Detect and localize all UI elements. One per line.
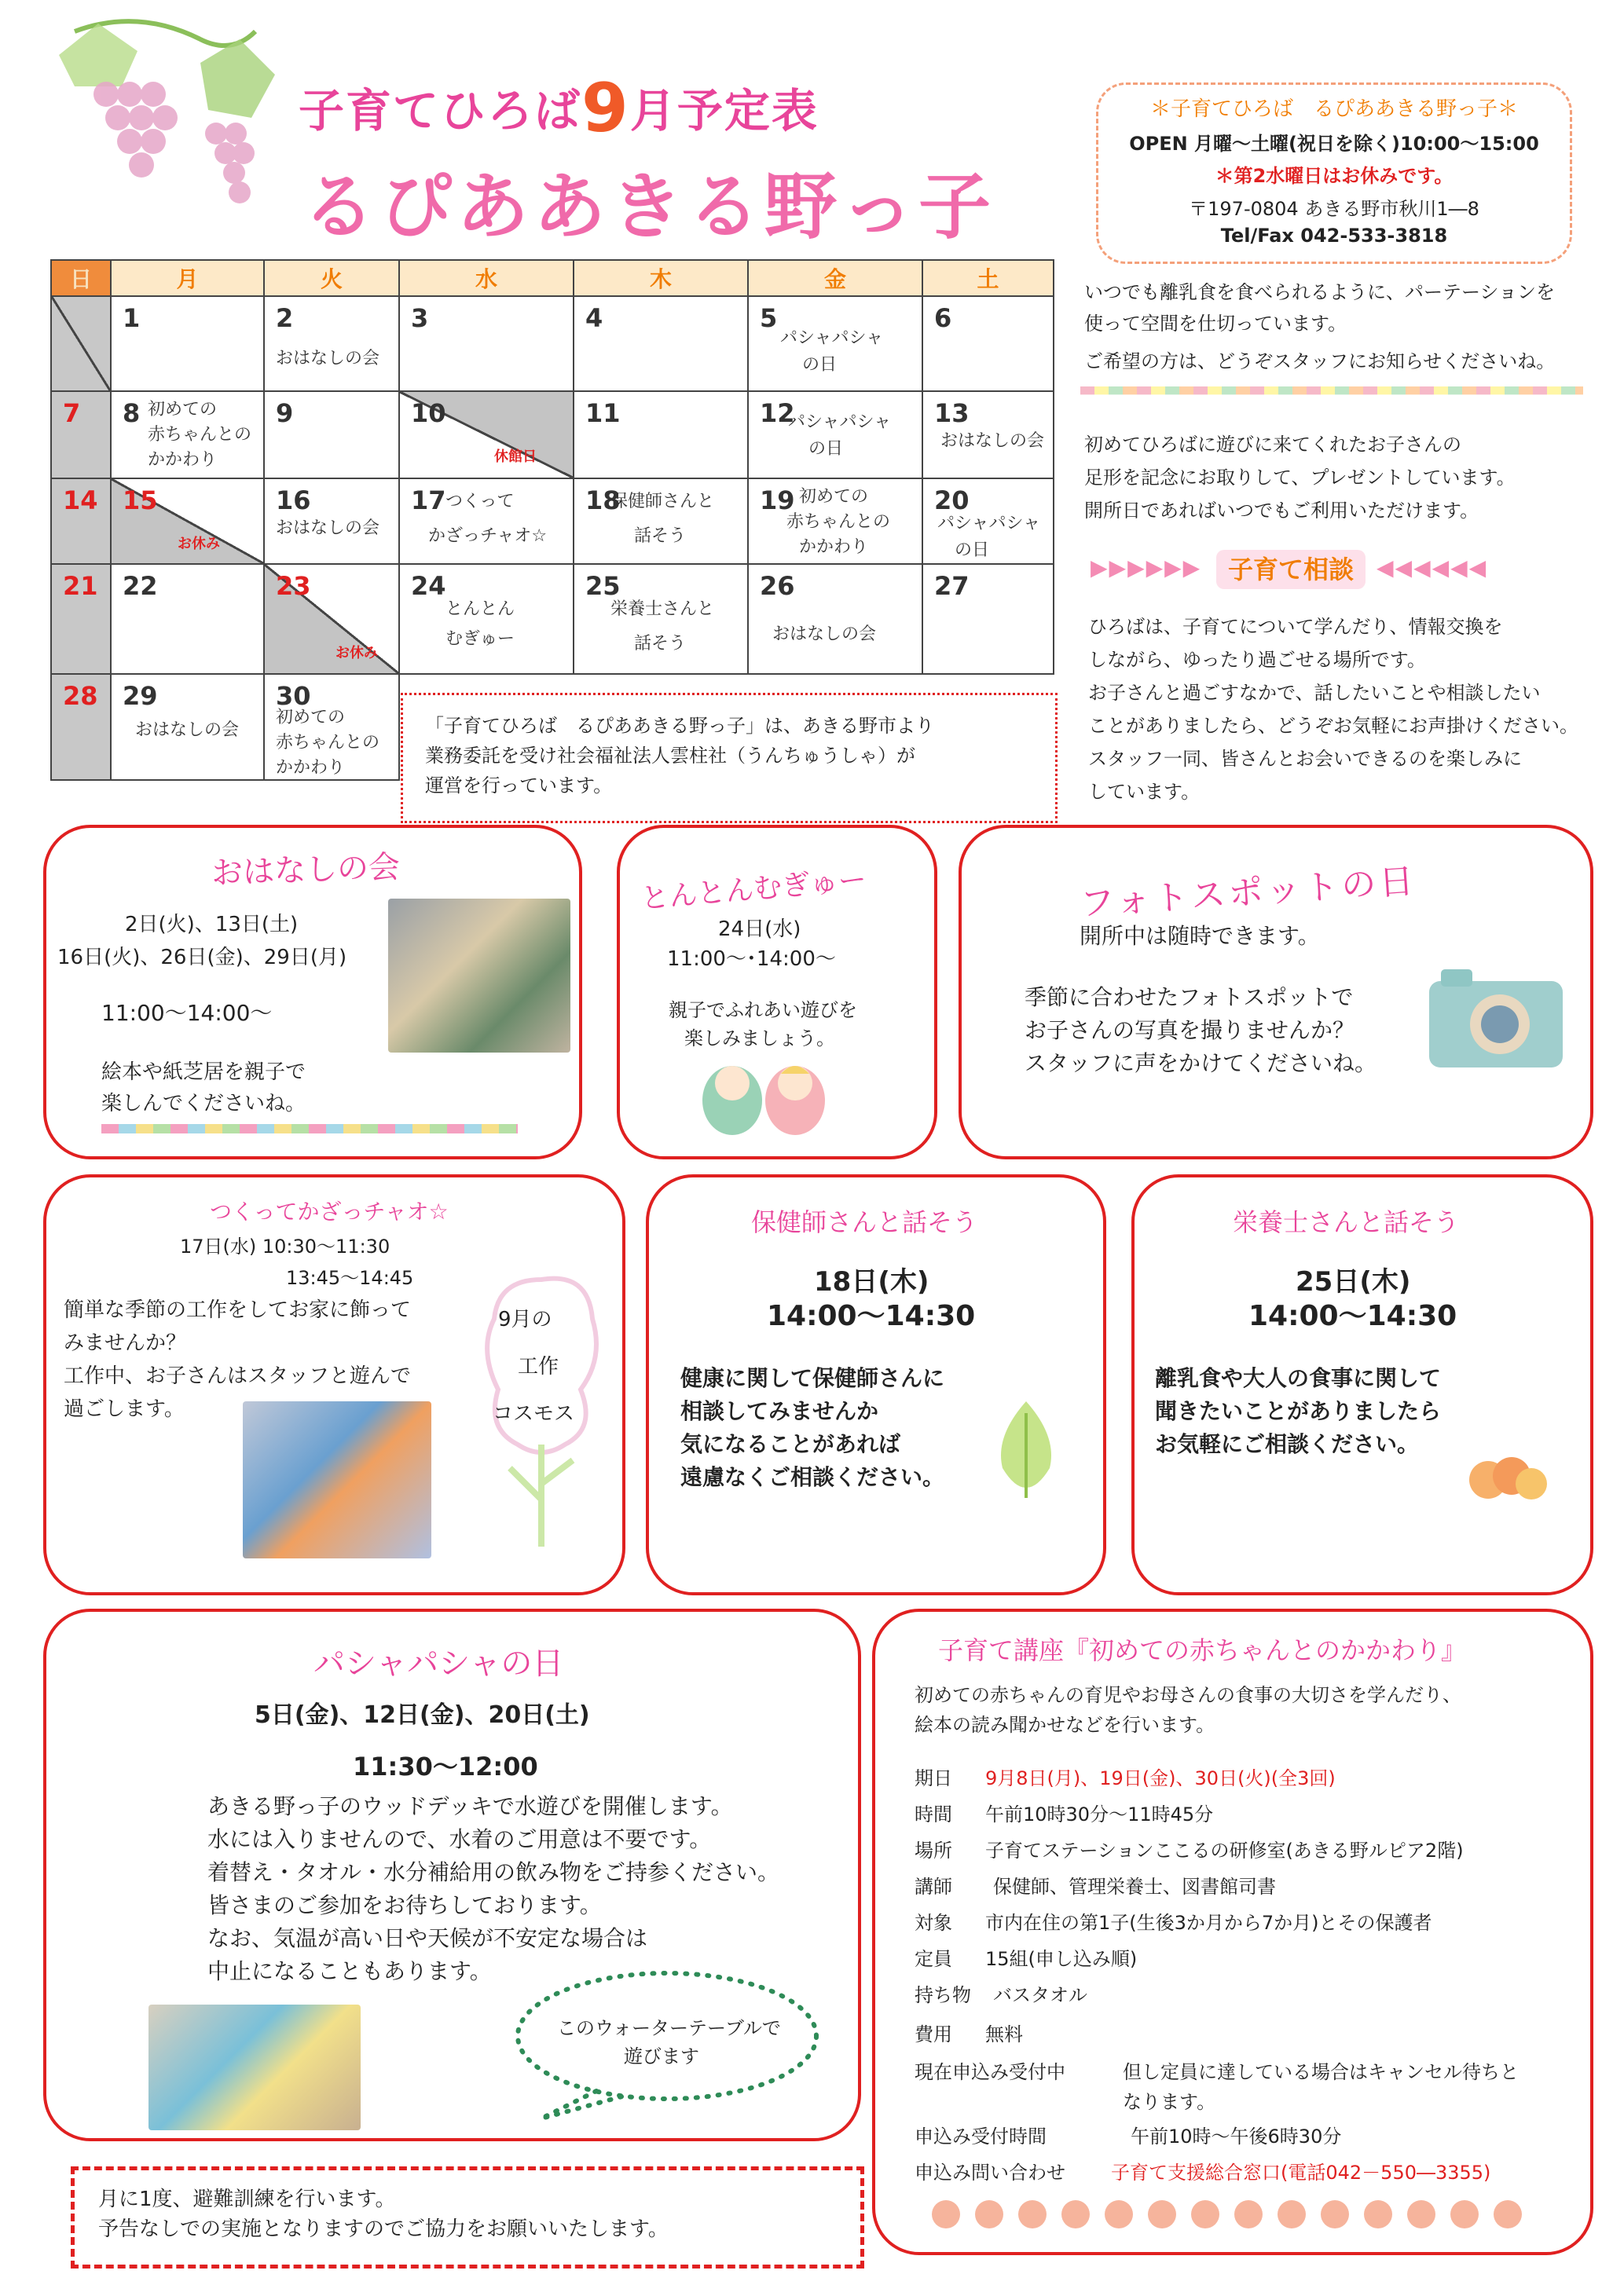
calendar-event: 赤ちゃんとの [148, 425, 252, 445]
calendar-event: 話そう [634, 526, 687, 546]
date-number: 15 [123, 485, 158, 515]
calendar-cell [922, 391, 1054, 478]
calendar-cell [264, 674, 399, 780]
ohanashi-time: 11:00～14:00～ [101, 1000, 273, 1026]
calendar-event: 赤ちゃんとの [786, 512, 891, 532]
hokenshi-box [646, 1174, 1106, 1595]
date-number: 12 [760, 398, 795, 428]
operator-note [401, 693, 1058, 823]
right-text: スタッフ一同、皆さんとお会いできるのを楽しみに [1088, 748, 1522, 770]
calendar-cell [399, 296, 574, 391]
calendar-event: とんとん [445, 599, 515, 619]
kouza-key: 場所 [915, 1840, 952, 1862]
tsukutte-tag: 工作 [518, 1355, 559, 1379]
tsukutte-box [43, 1174, 625, 1595]
calendar-event: パシャパシャ [937, 514, 1041, 533]
calendar-cell [111, 564, 264, 674]
calendar-cell [264, 391, 399, 478]
kouza-value: 午前10時30分～11時45分 [985, 1803, 1214, 1825]
tonton-box [617, 825, 937, 1159]
info-open: OPEN 月曜～土曜(祝日を除く)10:00～15:00 [1129, 133, 1539, 155]
calendar-cell [748, 391, 922, 478]
calendar-event: かざっチャオ☆ [428, 526, 548, 546]
eiyoushi-desc: 聞きたいことがありましたら [1155, 1398, 1442, 1424]
calendar-event: おはなしの会 [135, 720, 240, 740]
photospot-text: スタッフに声をかけてくださいね。 [1025, 1050, 1377, 1076]
tonton-title: とんとんむぎゅー [640, 863, 868, 916]
calendar-event-closed: お休み [178, 536, 220, 552]
calendar-event: 初めての [799, 487, 869, 507]
date-number: 30 [276, 681, 311, 711]
hokenshi-date: 18日(木) [814, 1266, 929, 1298]
date-number: 22 [123, 571, 158, 601]
date-number: 19 [760, 485, 795, 515]
kouza-key: 期日 [915, 1767, 952, 1789]
garland-decoration [1080, 386, 1583, 407]
date-number: 27 [934, 571, 970, 601]
eiyoushi-desc: 離乳食や大人の食事に関して [1155, 1365, 1442, 1391]
peach-row-decoration [930, 2195, 1527, 2234]
calendar-cell [748, 478, 922, 564]
photospot-text: お子さんの写真を撮りませんか？ [1025, 1017, 1355, 1043]
tsukutte-desc: 工作中、お子さんはスタッフと遊んで [64, 1364, 412, 1388]
calendar-event: 栄養士さんと [610, 599, 715, 619]
calendar-event: おはなしの会 [940, 431, 1045, 451]
kouza-value: 保健師、管理栄養士、図書館司書 [993, 1876, 1276, 1898]
eiyoushi-title: 栄養士さんと話そう [1233, 1207, 1460, 1237]
craft-photo [243, 1401, 431, 1558]
tsukutte-tag: コスモス [493, 1402, 575, 1426]
date-number: 18 [585, 485, 621, 515]
calendar-cell [51, 564, 111, 674]
bubble-text: このウォーターテーブルで [557, 2017, 781, 2039]
date-number: 10 [411, 398, 446, 428]
kouza-value: 但し定員に達している場合はキャンセル待ちと [1123, 2061, 1519, 2083]
day-header-mon: 月 [111, 260, 264, 296]
triangle-decoration-left: ▶▶▶▶▶▶ [1091, 555, 1202, 580]
date-number: 3 [411, 303, 429, 333]
pasha-desc: 着替え・タオル・水分補給用の飲み物をご持参ください。 [207, 1859, 780, 1885]
kouza-key: 持ち物 [915, 1984, 971, 2006]
calendar-cell [399, 564, 574, 674]
ohanashi-desc: 絵本や紙芝居を親子で [101, 1060, 306, 1084]
date-number: 24 [411, 571, 446, 601]
calendar-event: つくって [445, 492, 515, 511]
date-number: 17 [411, 485, 446, 515]
date-number: 8 [123, 398, 141, 428]
day-header-thu: 木 [574, 260, 748, 296]
date-number: 6 [934, 303, 952, 333]
ohanashi-dates: 2日(火)、13日(土) [125, 913, 299, 936]
calendar-event: かかわり [148, 450, 218, 470]
calendar-cell [922, 478, 1054, 564]
fruit-illustration [1465, 1445, 1551, 1507]
hokenshi-time: 14:00～14:30 [767, 1300, 976, 1332]
right-text: 使って空間を仕切っています。 [1084, 313, 1347, 335]
stars-decoration [101, 1117, 518, 1141]
calendar-cell-closed [111, 478, 264, 564]
hokenshi-desc: 気になることがあれば [680, 1431, 901, 1457]
eiyoushi-desc: お気軽にご相談ください。 [1155, 1431, 1420, 1457]
right-text: 開所日であればいつでもご利用いただけます。 [1084, 500, 1479, 522]
tonton-desc: 楽しみましょう。 [684, 1027, 835, 1049]
calendar-event: の日 [808, 439, 844, 459]
calendar-event: おはなしの会 [276, 518, 380, 538]
ohanashi-box [43, 825, 582, 1159]
calendar-cell [51, 674, 111, 780]
calendar-event: パシャパシャ [788, 412, 892, 432]
water-table-photo [148, 2005, 361, 2130]
ohanashi-title: おはなしの会 [211, 848, 401, 892]
title-month: 9 [581, 69, 630, 148]
info-box [1096, 82, 1572, 264]
bubble-text: 遊びます [624, 2045, 699, 2067]
kouza-key: 定員 [915, 1948, 952, 1970]
photospot-text: 開所中は随時できます。 [1080, 923, 1320, 949]
calendar-cell [51, 391, 111, 478]
right-text: お子さんと過ごすなかで、話したいことや相談したい [1088, 682, 1541, 704]
title-prefix: 子育てひろば [299, 84, 582, 137]
tonton-date: 24日(水) [718, 917, 801, 941]
calendar-event: の日 [802, 355, 838, 375]
kouza-value: 15組(申し込み順) [985, 1948, 1138, 1970]
kouza-intro: 絵本の読み聞かせなどを行います。 [915, 1714, 1215, 1736]
calendar-event: むぎゅー [445, 629, 515, 649]
date-number: 28 [63, 681, 98, 711]
pasha-time: 11:30～12:00 [353, 1752, 538, 1782]
hokenshi-desc: 健康に関して保健師さんに [680, 1365, 945, 1391]
notice-line: 予告なしでの実施となりますのでご協力をお願いいたします。 [98, 2217, 669, 2241]
tsukutte-date: 17日(水) 10:30～11:30 [180, 1236, 390, 1258]
note-line: 「子育てひろば るぴああきる野っ子」は、あきる野市より [425, 715, 934, 737]
kouza-intro: 初めての赤ちゃんの育児やお母さんの食事の大切さを学んだり、 [915, 1684, 1461, 1706]
right-text: しながら、ゆったり過ごせる場所です。 [1088, 649, 1426, 671]
kouza-value: なります。 [1123, 2091, 1216, 2113]
right-text: ことがありましたら、どうぞお気軽にお声掛けください。 [1088, 715, 1578, 737]
calendar-event-closed: 休館日 [494, 449, 537, 465]
camera-icon [1425, 961, 1567, 1071]
calendar-event: かかわり [276, 758, 346, 778]
pasha-desc: 皆さまのご参加をお待ちしております。 [207, 1892, 602, 1918]
info-tel: Tel/Fax 042-533-3818 [1220, 225, 1448, 247]
calendar-cell [399, 478, 574, 564]
grape-illustration [43, 8, 279, 244]
calendar-event: の日 [955, 540, 990, 560]
right-text: いつでも離乳食を食べられるように、パーテーションを [1084, 281, 1556, 303]
right-text: 初めてひろばに遊びに来てくれたお子さんの [1084, 434, 1461, 456]
kouza-key: 申込み問い合わせ [915, 2162, 1065, 2184]
right-text: しています。 [1088, 781, 1201, 803]
tonton-time: 11:00～･14:00～ [667, 947, 836, 971]
hokenshi-desc: 遠慮なくご相談ください。 [680, 1464, 945, 1490]
evacuation-notice [71, 2166, 864, 2269]
note-line: 業務委託を受け社会福祉法人雲柱社（うんちゅうしゃ）が [425, 745, 915, 767]
calendar-header-row [51, 260, 1054, 296]
calendar-cell [264, 478, 399, 564]
info-name: ＊子育てひろば るぴああきる野っ子＊ [1149, 97, 1518, 121]
date-number: 1 [123, 303, 141, 333]
calendar-week [51, 296, 1054, 391]
calendar-event: 初めての [148, 400, 218, 419]
tsukutte-desc: 簡単な季節の工作をしてお家に飾って [64, 1298, 412, 1322]
eiyoushi-time: 14:00～14:30 [1248, 1300, 1457, 1332]
day-header-sun: 日 [51, 260, 111, 296]
date-number: 5 [760, 303, 778, 333]
date-number: 7 [63, 398, 81, 428]
calendar-event: 赤ちゃんとの [276, 733, 380, 753]
day-header-sat: 土 [922, 260, 1054, 296]
kouza-key: 申込み受付時間 [915, 2126, 1047, 2148]
calendar-cell-closed [399, 391, 574, 478]
kouza-key: 時間 [915, 1803, 952, 1825]
date-number: 23 [276, 571, 311, 601]
pasha-box [43, 1609, 861, 2141]
date-number: 25 [585, 571, 621, 601]
page-title [299, 69, 819, 148]
date-number: 26 [760, 571, 795, 601]
photospot-title: フォトスポットの日 [1079, 861, 1418, 925]
tsukutte-desc: 過ごします。 [64, 1397, 185, 1421]
kouza-value: 午前10時～午後6時30分 [1131, 2126, 1342, 2148]
pasha-desc: 中止になることもあります。 [207, 1958, 492, 1984]
eiyoushi-date: 25日(木) [1296, 1266, 1411, 1298]
soudan-heading: 子育て相談 [1216, 550, 1366, 589]
date-number: 4 [585, 303, 603, 333]
calendar-cell-empty [51, 296, 111, 391]
calendar-week [51, 478, 1054, 564]
date-number: 20 [934, 485, 970, 515]
calendar-event: 話そう [634, 634, 687, 654]
calendar-cell [748, 296, 922, 391]
kouza-value: 子育てステーションここるの研修室(あきる野ルピア2階) [985, 1840, 1464, 1862]
day-header-fri: 金 [748, 260, 922, 296]
hokenshi-desc: 相談してみませんか [680, 1398, 879, 1424]
date-number: 16 [276, 485, 311, 515]
date-number: 13 [934, 398, 970, 428]
date-number: 9 [276, 398, 294, 428]
photospot-box [959, 825, 1593, 1159]
calendar-cell [922, 296, 1054, 391]
ohanashi-dates: 16日(火)、26日(金)、29日(月) [57, 946, 347, 969]
date-number: 21 [63, 571, 98, 601]
info-closed: ＊第2水曜日はお休みです。 [1215, 165, 1454, 187]
calendar-cell [111, 674, 264, 780]
kouza-key: 現在申込み受付中 [915, 2061, 1065, 2083]
calendar-event: パシャパシャ [780, 328, 884, 348]
date-number: 11 [585, 398, 621, 428]
date-number: 29 [123, 681, 158, 711]
triangle-decoration-right: ◀◀◀◀◀◀ [1377, 555, 1488, 580]
matryoshka-dolls-illustration [695, 1052, 836, 1138]
pasha-desc: 水には入りませんので、水着のご用意は不要です。 [207, 1826, 712, 1852]
kouza-value: 無料 [985, 2023, 1023, 2045]
date-number: 2 [276, 303, 294, 333]
pasha-title: パシャパシャの日 [313, 1646, 564, 1682]
right-text: 足形を記念にお取りして、プレゼントしています。 [1084, 467, 1516, 489]
ohanashi-desc: 楽しんでくださいね。 [101, 1092, 306, 1115]
calendar-cell [574, 564, 748, 674]
calendar-event: 初めての [276, 708, 346, 727]
tsukutte-tag: 9月の [498, 1308, 552, 1331]
day-header-wed: 水 [399, 260, 574, 296]
tsukutte-desc: みませんか？ [64, 1331, 187, 1355]
pasha-desc: あきる野っ子のウッドデッキで水遊びを開催します。 [207, 1793, 733, 1819]
kouza-value: 9月8日(月)、19日(金)、30日(火)(全3回) [985, 1767, 1336, 1789]
calendar-cell [748, 564, 922, 674]
right-text: ご希望の方は、どうぞスタッフにお知らせくださいね。 [1084, 350, 1556, 372]
calendar-event: おはなしの会 [276, 349, 380, 368]
title-suffix: 月予定表 [629, 84, 819, 137]
calendar-event: おはなしの会 [772, 624, 877, 644]
calendar-cell [574, 478, 748, 564]
info-address: 〒197-0804 あきる野市秋川1―8 [1189, 198, 1479, 220]
kouza-title: 子育て講座『初めての赤ちゃんとのかかわり』 [938, 1635, 1467, 1665]
ohanashi-photo [388, 899, 570, 1053]
kouza-box [872, 1609, 1593, 2255]
calendar-event: 保健師さんと [610, 492, 715, 511]
tsukutte-time: 13:45～14:45 [286, 1267, 414, 1289]
pasha-desc: なお、気温が高い日や天候が不安定な場合は [207, 1925, 648, 1951]
calendar-cell [111, 391, 264, 478]
calendar-cell [264, 296, 399, 391]
kouza-value: 市内在住の第1子(生後3か月から7か月)とその保護者 [985, 1912, 1432, 1934]
kouza-key: 対象 [915, 1912, 952, 1934]
photospot-text: 季節に合わせたフォトスポットで [1025, 984, 1354, 1010]
kouza-key: 講師 [915, 1876, 952, 1898]
calendar-cell [574, 296, 748, 391]
date-number: 14 [63, 485, 98, 515]
calendar-week [51, 564, 1054, 674]
calendar-event: かかわり [799, 537, 869, 557]
calendar-cell-closed [264, 564, 399, 674]
notice-line: 月に1度、避難訓練を行います。 [98, 2188, 396, 2211]
eiyoushi-box [1131, 1174, 1593, 1595]
note-line: 運営を行っています。 [425, 774, 613, 796]
hokenshi-title: 保健師さんと話そう [751, 1207, 978, 1237]
calendar-cell [51, 478, 111, 564]
right-text: ひろばは、子育てについて学んだり、情報交換を [1088, 616, 1503, 638]
calendar-cell [574, 391, 748, 478]
pasha-dates: 5日(金)、12日(金)、20日(土) [255, 1701, 590, 1729]
calendar-week [51, 391, 1054, 478]
kouza-key: 費用 [915, 2023, 952, 2045]
kouza-value: バスタオル [993, 1984, 1087, 2006]
tonton-desc: 親子でふれあい遊びを [669, 999, 857, 1021]
calendar-cell [111, 296, 264, 391]
leaf-icon [995, 1397, 1058, 1500]
tsukutte-title: つくってかざっチャオ☆ [210, 1199, 449, 1225]
kouza-value: 子育て支援総合窓口(電話042－550―3355) [1111, 2162, 1491, 2184]
calendar-event-closed: お休み [335, 645, 378, 661]
page-subtitle: るぴああきる野っ子 [302, 165, 996, 249]
day-header-tue: 火 [264, 260, 399, 296]
calendar-cell [922, 564, 1054, 674]
